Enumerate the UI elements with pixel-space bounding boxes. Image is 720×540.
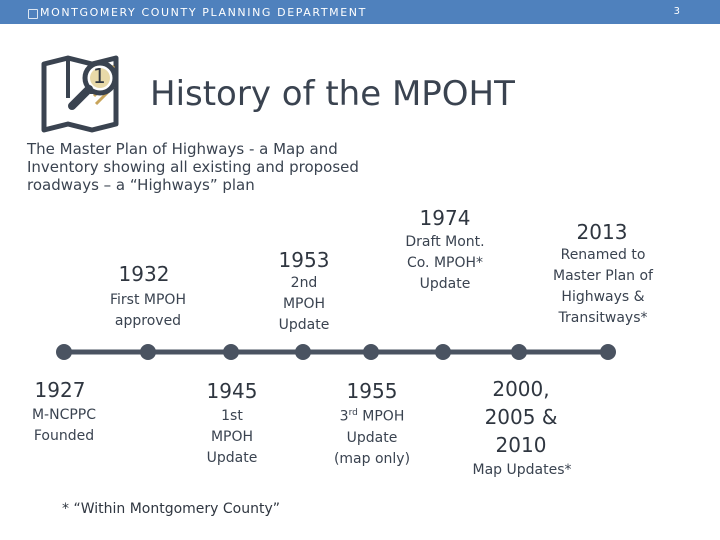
event-desc-1974: Draft Mont. Co. MPOH* Update [405, 234, 485, 292]
event-year-2000-2010: 2000, 2005 & 2010 [484, 377, 558, 457]
timeline-dot-1974 [435, 344, 451, 360]
event-desc-1955-text: MPOH Update (map only) [333, 408, 411, 467]
event-desc-1955-suffix: rd [348, 408, 358, 418]
timeline-dot-2013 [600, 344, 616, 360]
event-year-1955: 1955 [346, 379, 398, 403]
timeline-dot-1932 [140, 344, 156, 360]
event-desc-1953: 2nd MPOH Update [278, 275, 330, 333]
footnote: * “Within Montgomery County” [62, 501, 281, 517]
event-desc-1955-ordinal: 3 [339, 408, 349, 425]
logo-badge-number: 1 [93, 64, 106, 88]
event-desc-1932: First MPOH approved [110, 292, 186, 329]
timeline-dot-1927 [56, 344, 72, 360]
event-year-1953: 1953 [278, 248, 330, 272]
event-year-1974: 1974 [419, 206, 471, 230]
page-title: History of the MPOHT [150, 74, 515, 114]
event-year-2013: 2013 [576, 220, 628, 244]
timeline-dot-2000 [511, 344, 527, 360]
timeline-dot-1953 [295, 344, 311, 360]
event-desc-2000-2010: Map Updates* [472, 462, 572, 478]
timeline-dot-1955 [363, 344, 379, 360]
intro-text: The Master Plan of Highways - a Map and Inventory showing all existing and proposed roadways – a “Highways” plan [27, 140, 359, 194]
page-number: 3 [673, 6, 680, 17]
department-name: MONTGOMERY COUNTY PLANNING DEPARTMENT [40, 6, 367, 19]
event-year-1945: 1945 [206, 379, 258, 403]
event-desc-1927: M-NCPPC Founded [31, 407, 97, 444]
event-desc-1945: 1st MPOH Update [206, 408, 258, 466]
event-desc-2013: Renamed to Master Plan of Highways & Transitways* [553, 247, 653, 326]
timeline-dot-1945 [223, 344, 239, 360]
event-desc-1955 [328, 403, 416, 470]
event-year-1927: 1927 [34, 378, 86, 402]
event-year-1932: 1932 [118, 262, 170, 286]
